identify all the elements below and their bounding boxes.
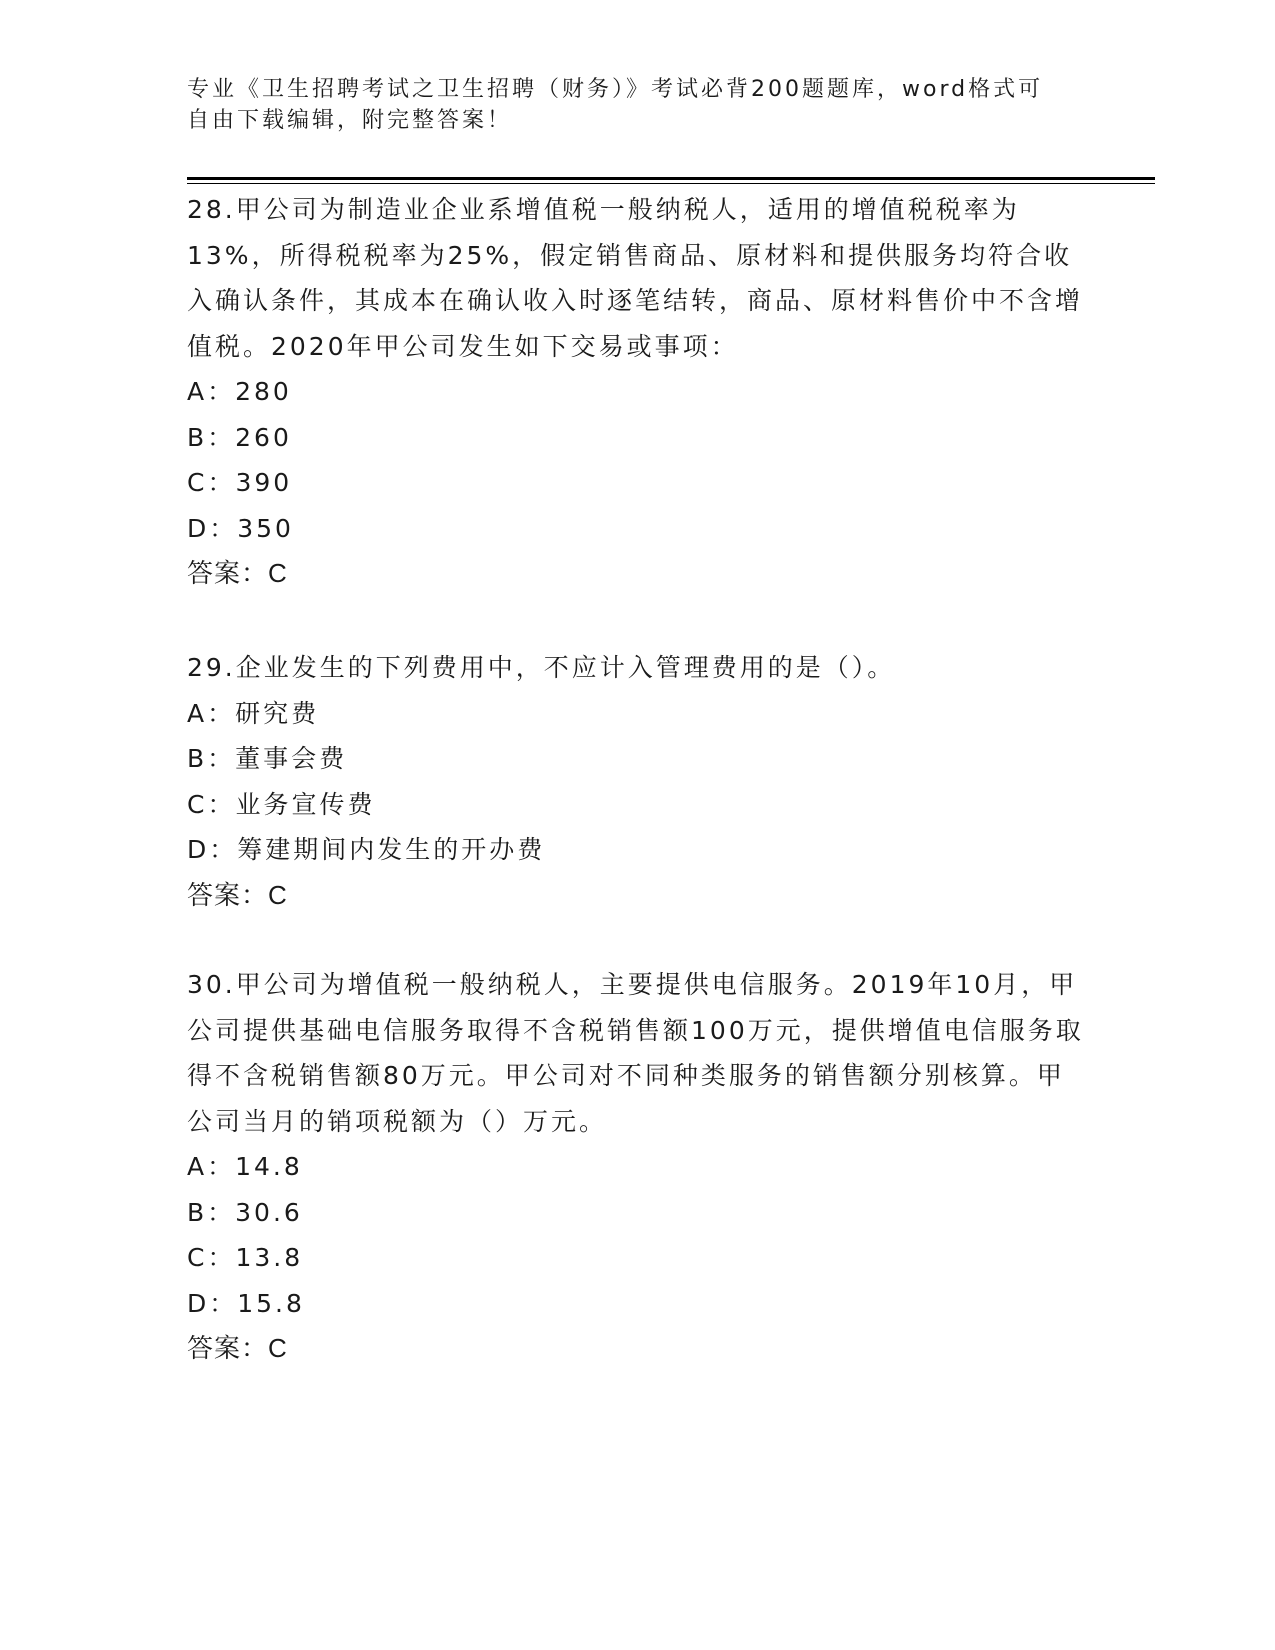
- option-d: D：15.8: [187, 1288, 305, 1318]
- header-divider-thick: [187, 177, 1155, 180]
- option-a: A：280: [187, 377, 292, 406]
- answer: 答案：C: [187, 1333, 288, 1363]
- option-b: B：260: [187, 422, 292, 452]
- option-d: D：350: [187, 513, 294, 543]
- question-text: 29.企业发生的下列费用中，不应计入管理费用的是（）。: [187, 653, 896, 682]
- header-divider-thin: [187, 183, 1155, 184]
- option-c: C：13.8: [187, 1243, 304, 1272]
- question-30: [187, 962, 1087, 1372]
- option-a: A：14.8: [187, 1152, 303, 1181]
- option-a: A：研究费: [187, 698, 320, 728]
- option-d: D：筹建期间内发生的开办费: [187, 835, 546, 864]
- question-text: 28.甲公司为制造业企业系增值税一般纳税人，适用的增值税税率为13%，所得税税率为25%，假定销售商品、原材料和提供服务均符合收入确认条件，其成本在确认收入时逐笔结转，商品、原材料售价中不含增值税。2020年甲公司发生如下交易或事项：: [187, 195, 1084, 361]
- question-28: [187, 187, 1087, 597]
- answer: 答案：C: [187, 558, 288, 588]
- option-b: B：30.6: [187, 1197, 303, 1227]
- answer: 答案：C: [187, 879, 288, 910]
- document-header: 专业《卫生招聘考试之卫生招聘（财务）》考试必背200题题库，word格式可自由下载编辑，附完整答案！: [187, 77, 1044, 133]
- option-b: B：董事会费: [187, 744, 348, 773]
- question-29: [187, 645, 1087, 918]
- option-c: C：业务宣传费: [187, 789, 376, 819]
- question-text: 30.甲公司为增值税一般纳税人，主要提供电信服务。2019年10月，甲公司提供基础电信服务取得不含税销售额100万元，提供增值电信服务取得不含税销售额80万元。甲公司对不同种类服务的销售额分别核算。甲公司当月的销项税额为（）万元。: [187, 970, 1084, 1136]
- option-c: C：390: [187, 468, 293, 497]
